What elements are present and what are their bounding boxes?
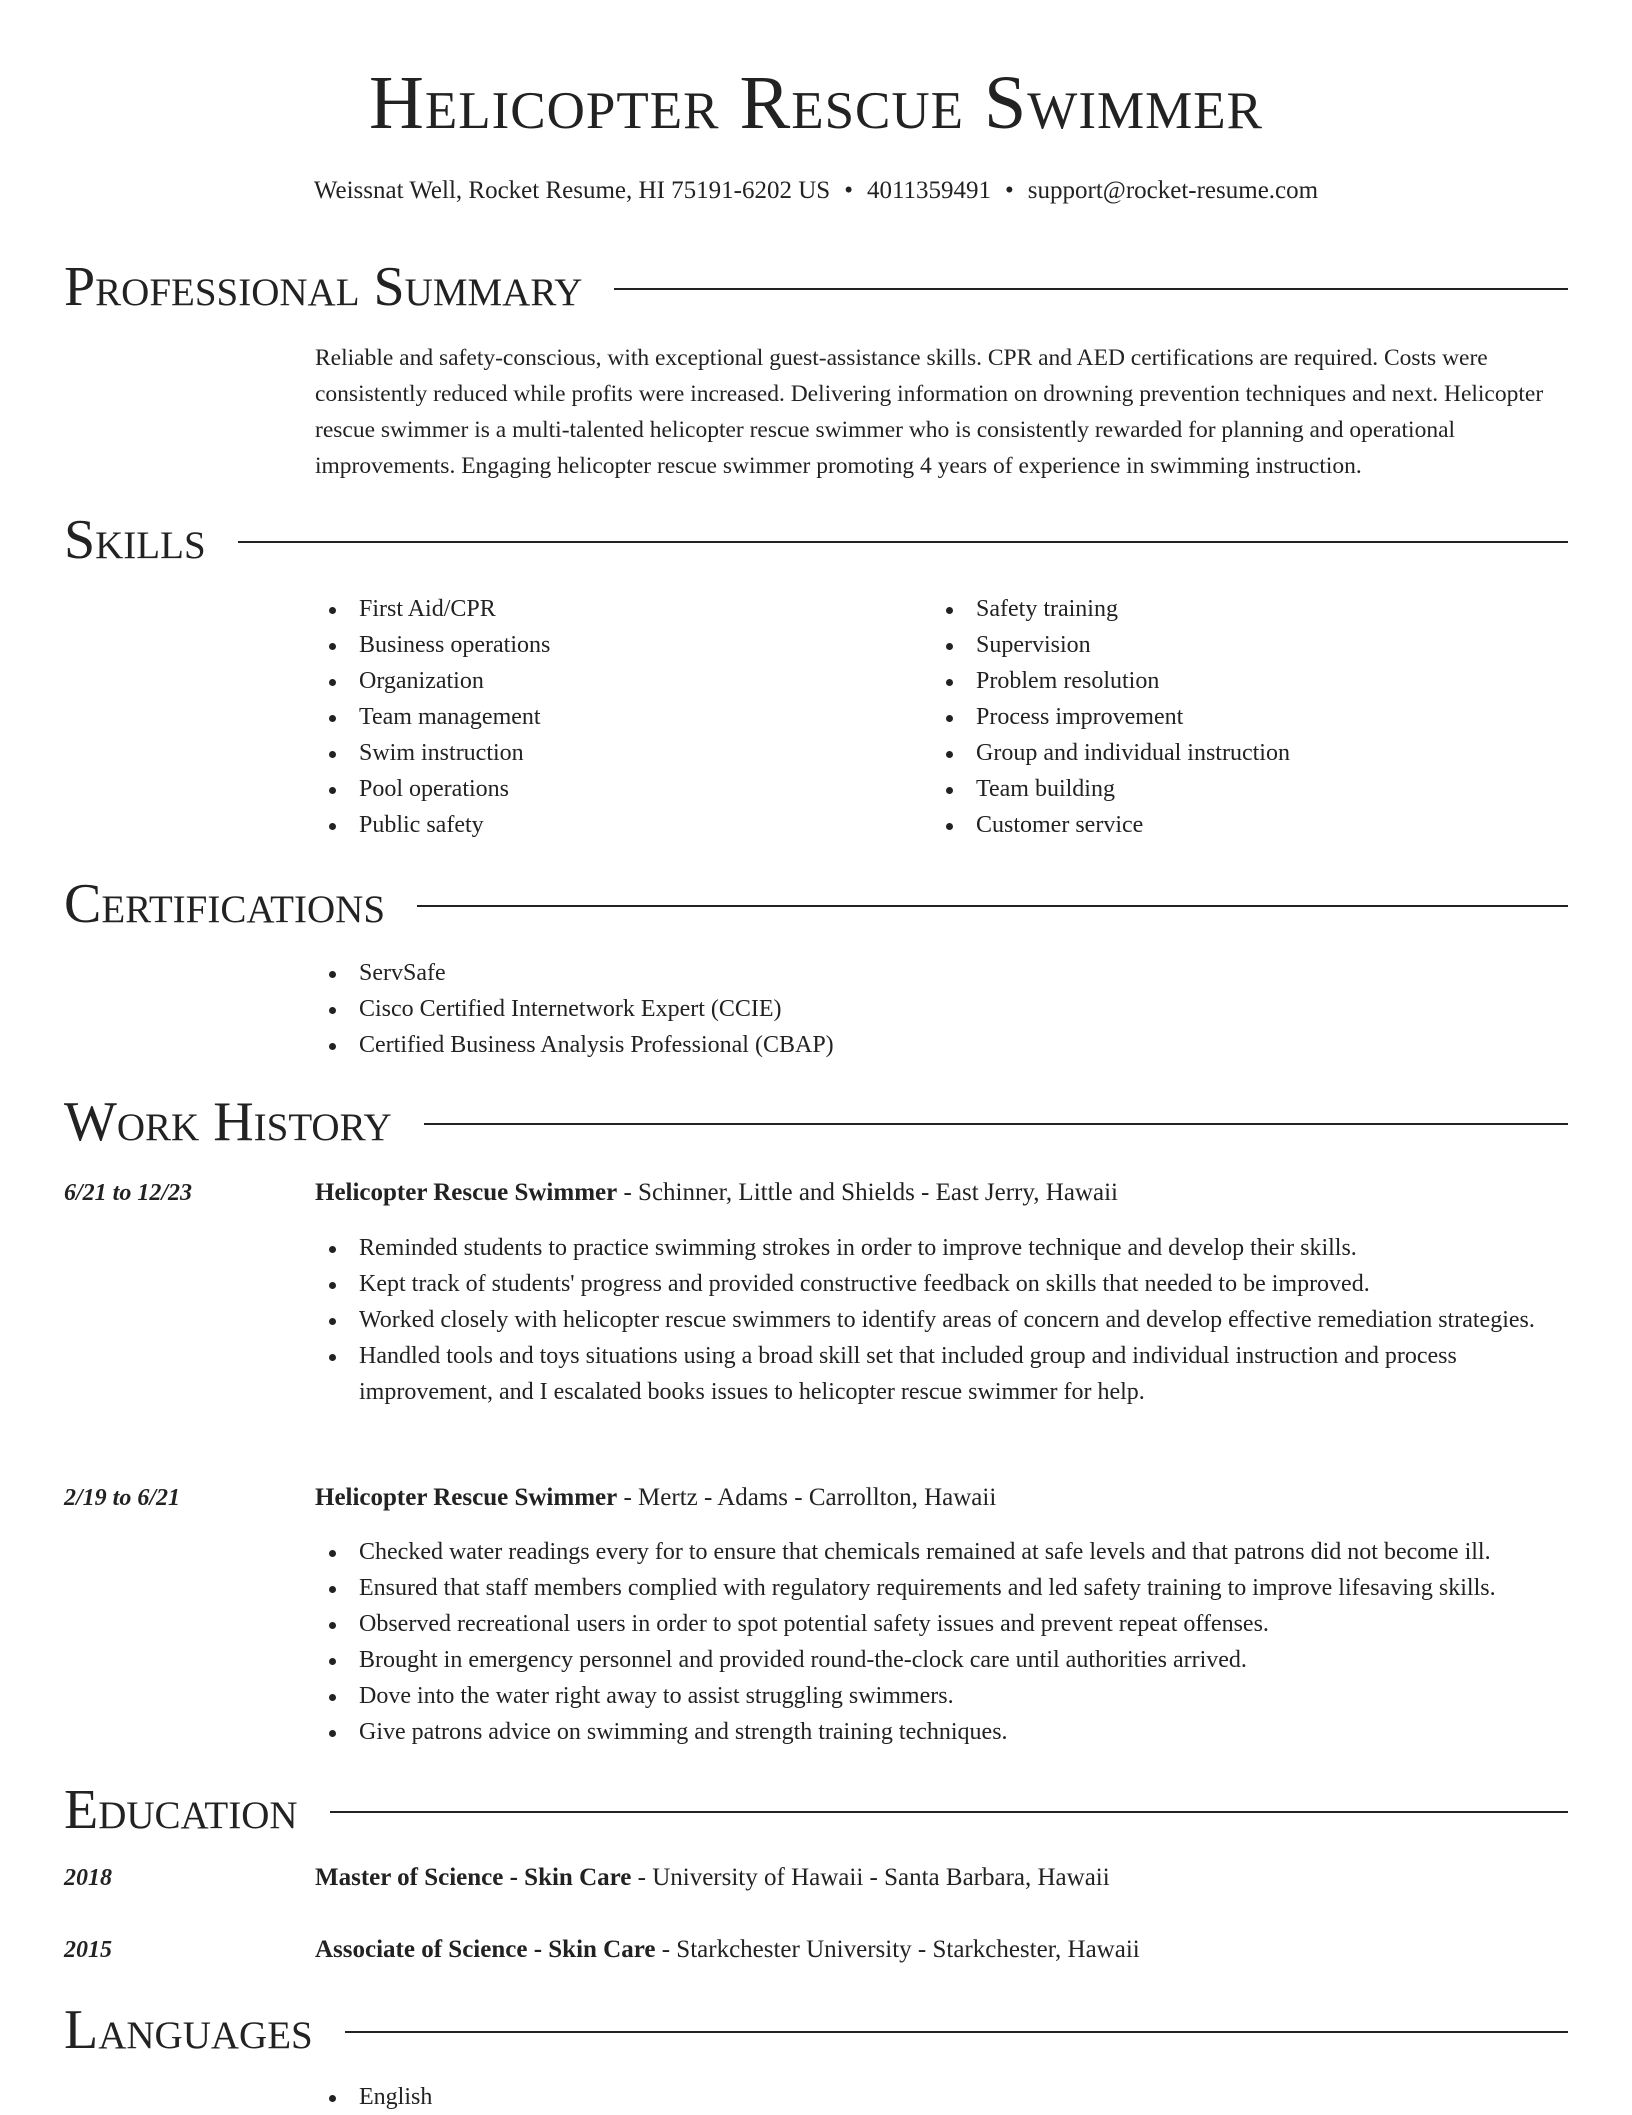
section-divider <box>424 1123 1568 1125</box>
job-duty: Reminded students to practice swimming strokes in order to improve technique and develop their skills. <box>315 1230 1575 1266</box>
job-employer-location: - Schinner, Little and Shields - East Jerry, Hawaii <box>617 1179 1118 1206</box>
job-heading <box>315 1480 1575 1516</box>
certifications-list <box>315 955 1575 1063</box>
job-duty: Give patrons advice on swimming and strength training techniques. <box>315 1714 1575 1750</box>
language-item: English <box>315 2079 1575 2115</box>
languages-list <box>315 2079 1575 2115</box>
skill-item: Process improvement <box>932 699 1572 735</box>
job-title: Helicopter Rescue Swimmer <box>315 1484 618 1511</box>
job-title: Helicopter Rescue Swimmer <box>315 1179 618 1206</box>
contact-phone: 4011359491 <box>866 177 992 204</box>
section-title-summary: Professional Summary <box>64 256 583 318</box>
section-header-work-history <box>64 1087 1568 1157</box>
job-duty: Handled tools and toys situations using a broad skill set that included group and individual instruction and process improvement, and I escalated books issues to helicopter rescue swimmer for help. <box>315 1338 1575 1410</box>
skill-item: Public safety <box>315 807 915 843</box>
certification-item: ServSafe <box>315 955 1575 991</box>
contact-separator: • <box>1005 177 1014 204</box>
education-school-location: - Starkchester University - Starkchester, Hawaii <box>655 1936 1140 1963</box>
skill-item: Team building <box>932 771 1572 807</box>
section-divider <box>238 541 1568 543</box>
section-divider <box>345 2031 1568 2033</box>
section-header-summary <box>64 252 1568 322</box>
section-header-languages <box>64 1995 1568 2065</box>
skill-item: Team management <box>315 699 915 735</box>
section-divider <box>417 905 1568 907</box>
education-heading <box>315 1860 1575 1896</box>
contact-email: support@rocket-resume.com <box>1027 177 1319 204</box>
skill-item: Swim instruction <box>315 735 915 771</box>
job-heading <box>315 1175 1575 1211</box>
education-heading <box>315 1932 1575 1968</box>
skill-item: Supervision <box>932 627 1572 663</box>
job-dates: 6/21 to 12/23 <box>64 1180 193 1206</box>
contact-separator: • <box>844 177 853 204</box>
skills-list-left <box>315 591 915 843</box>
section-header-skills <box>64 505 1568 575</box>
job-duty: Brought in emergency personnel and provided round-the-clock care until authorities arrived. <box>315 1642 1575 1678</box>
contact-line <box>0 175 1632 207</box>
job-employer-location: - Mertz - Adams - Carrollton, Hawaii <box>617 1484 997 1511</box>
certification-item: Cisco Certified Internetwork Expert (CCIE) <box>315 991 1575 1027</box>
section-title-education: Education <box>64 1779 298 1841</box>
education-year: 2018 <box>64 1865 112 1891</box>
job-duty: Checked water readings every for to ensure that chemicals remained at safe levels and that patrons did not become ill. <box>315 1534 1575 1570</box>
section-header-education <box>64 1775 1568 1845</box>
skill-item: First Aid/CPR <box>315 591 915 627</box>
section-title-languages: Languages <box>64 1999 313 2061</box>
section-title-skills: Skills <box>64 509 206 571</box>
education-degree: Associate of Science - Skin Care <box>315 1936 656 1963</box>
certification-item: Certified Business Analysis Professional (CBAP) <box>315 1027 1575 1063</box>
skill-item: Group and individual instruction <box>932 735 1572 771</box>
candidate-name: Helicopter Rescue Swimmer <box>369 61 1263 145</box>
skill-item: Business operations <box>315 627 915 663</box>
skill-item: Organization <box>315 663 915 699</box>
job-duties-list <box>315 1230 1575 1410</box>
education-year: 2015 <box>64 1937 112 1963</box>
job-duties-list <box>315 1534 1575 1750</box>
education-degree: Master of Science - Skin Care <box>315 1864 632 1891</box>
skill-item: Pool operations <box>315 771 915 807</box>
skill-item: Customer service <box>932 807 1572 843</box>
skill-item: Safety training <box>932 591 1572 627</box>
section-divider <box>330 1811 1568 1813</box>
section-divider <box>614 288 1568 290</box>
section-title-certifications: Certifications <box>64 873 386 935</box>
skill-item: Problem resolution <box>932 663 1572 699</box>
section-header-certifications <box>64 869 1568 939</box>
job-duty: Worked closely with helicopter rescue swimmers to identify areas of concern and develop effective remediation strategies. <box>315 1302 1575 1338</box>
skills-list-right <box>932 591 1572 843</box>
summary-paragraph: Reliable and safety-conscious, with exceptional guest-assistance skills. CPR and AED certifications are required. Costs were consistently reduced while profits were increased. Delivering information on drowning prevention techniques and next. Helicopter rescue swimmer is a multi-talented helicopter rescue swimmer who is consistently rewarded for planning and operational improvements. Engaging helicopter rescue swimmer promoting 4 years of experience in swimming instruction. <box>315 345 1544 479</box>
job-duty: Dove into the water right away to assist struggling swimmers. <box>315 1678 1575 1714</box>
education-school-location: - University of Hawaii - Santa Barbara, Hawaii <box>631 1864 1110 1891</box>
section-title-work-history: Work History <box>64 1091 392 1153</box>
job-duty: Kept track of students' progress and provided constructive feedback on skills that needed to be improved. <box>315 1266 1575 1302</box>
job-duty: Observed recreational users in order to spot potential safety issues and prevent repeat offenses. <box>315 1606 1575 1642</box>
job-dates: 2/19 to 6/21 <box>64 1485 181 1511</box>
contact-address: Weissnat Well, Rocket Resume, HI 75191-6202 US <box>313 177 831 204</box>
job-duty: Ensured that staff members complied with regulatory requirements and led safety training to improve lifesaving skills. <box>315 1570 1575 1606</box>
